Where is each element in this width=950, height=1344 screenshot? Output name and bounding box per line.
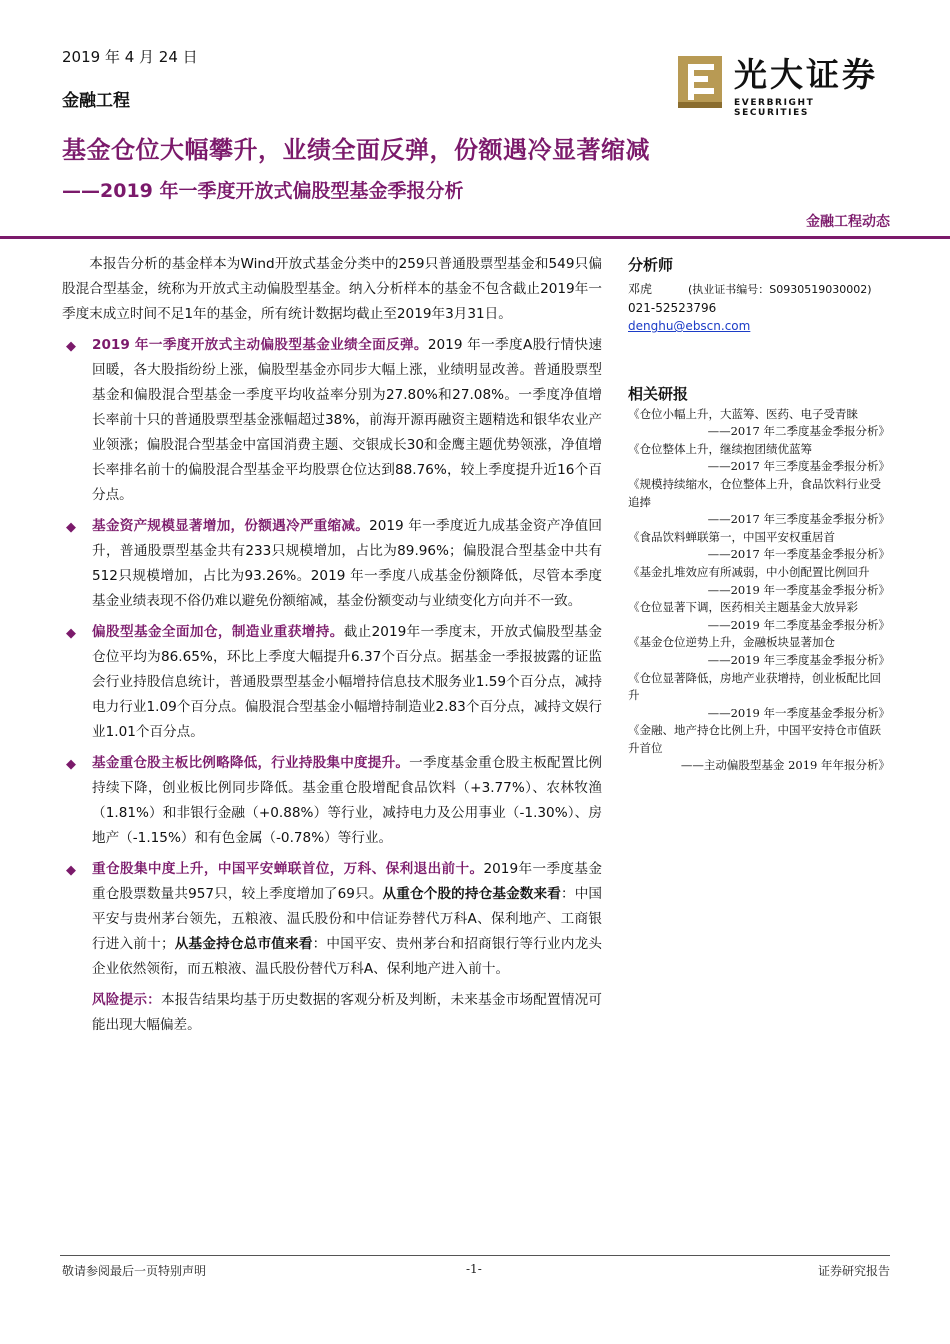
related-report-title: 《食品饮料蝉联第一，中国平安权重居首 <box>628 529 835 544</box>
page-number: -1- <box>466 1262 482 1276</box>
bullet-item <box>62 333 602 508</box>
bullet-body: 2019年一季度基金重仓股票数量共957只，较上季度增加了69只。 <box>92 861 602 902</box>
analyst-block <box>628 256 890 335</box>
logo-chinese-name: 光大证券 <box>734 55 878 94</box>
diamond-icon: ◆ <box>66 863 76 878</box>
related-report-item[interactable] <box>628 722 890 775</box>
bullet-body: 2019 年一季度A股行情快速回暖，各大股指纷纷上涨，偏股型基金亦同步大幅上涨，业绩明显改善。普通股票型基金和偏股混合型基金一季度平均收益率分别为27.80%和27.08%。一季度净值增长率前十只的普通股票型基金涨幅超过38%，前海开源再融资主题精选和银华农业产业领涨；偏股混合型基金中富国消费主题、交银成长30和金鹰主题优势领涨，净值增长率排名前十的偏股混合型基金平均股票仓位达到88.76%，较上季度提升近16个百分点。 <box>92 337 602 503</box>
intro-paragraph: 本报告分析的基金样本为Wind开放式基金分类中的259只普通股票型基金和549只偏股混合型基金，统称为开放式主动偏股型基金。纳入分析样本的基金不包含截止2019年一季度末成立时间不足1年的基金，所有统计数据均截止至2019年3月31日。 <box>62 256 602 322</box>
bullet-heading: 偏股型基金全面加仓，制造业重获增持。 <box>92 624 344 640</box>
related-report-item[interactable] <box>628 670 890 723</box>
related-report-item[interactable] <box>628 599 890 634</box>
related-report-item[interactable] <box>628 529 890 564</box>
bullet-emphasis: 从重仓个股的持仓基金数来看 <box>382 886 561 902</box>
bullet-item <box>62 514 602 614</box>
related-report-title: 《仓位小幅上升，大蓝筹、医药、电子受青睐 <box>628 406 858 421</box>
bullet-item <box>62 857 602 982</box>
bullet-emphasis: 从基金持仓总市值来看 <box>174 936 313 952</box>
report-title: 基金仓位大幅攀升，业绩全面反弹，份额遇冷显著缩减 <box>62 136 650 164</box>
analyst-heading: 分析师 <box>628 256 674 274</box>
everbright-logo-icon <box>678 56 722 108</box>
related-research-heading: 相关研报 <box>628 385 689 403</box>
bullet-body: 截止2019年一季度末，开放式偏股型基金仓位平均为86.65%，环比上季度大幅提升6.37个百分点。据基金一季报披露的证监会行业持股信息统计，普通股票型基金小幅增持信息技术服务业1.59个百分点，减持电力行业1.09个百分点。偏股混合型基金小幅增持制造业2.83个百分点，减持文娱行业1.01个百分点。 <box>92 624 602 740</box>
related-report-title: 《仓位显著下调，医药相关主题基金大放异彩 <box>628 600 858 615</box>
related-report-source: ——2019 年一季度基金季报分析》 <box>707 705 890 720</box>
report-date: 2019 年 4 月 24 日 <box>62 48 198 66</box>
bullet-body: 一季度基金重仓股主板配置比例持续下降，创业板比例同步降低。基金重仓股增配食品饮料（+3.77%）、农林牧渔（1.81%）和非银行金融（+0.88%）等行业，减持电力及公用事业（-1.30%）、房地产（-1.15%）和有色金属（-0.78%）等行业。 <box>92 755 603 846</box>
related-report-item[interactable] <box>628 634 890 669</box>
report-category: 金融工程 <box>62 91 130 111</box>
bullet-body: 2019 年一季度近九成基金资产净值回升，普通股票型基金共有233只规模增加，占比为89.96%；偏股混合型基金中共有512只规模增加，占比为93.26%。2019 年一季度八成基金份额降低，尽管本季度基金业绩表现不俗仍难以避免份额缩减，基金份额变动与业绩变化方向并不一致。 <box>92 518 602 609</box>
bullet-heading: 重仓股集中度上升，中国平安蝉联首位，万科、保利退出前十。 <box>92 861 484 877</box>
summary-column <box>62 252 602 1038</box>
diamond-icon: ◆ <box>66 626 76 641</box>
related-report-item[interactable] <box>628 406 890 441</box>
related-report-source: ——2019 年三季度基金季报分析》 <box>707 652 890 667</box>
related-report-source: ——2017 年三季度基金季报分析》 <box>707 512 890 527</box>
risk-body: 本报告结果均基于历史数据的客观分析及判断，未来基金市场配置情况可能出现大幅偏差。 <box>92 992 603 1033</box>
related-report-source: ——2017 年二季度基金季报分析》 <box>707 424 890 439</box>
bullet-body: ：中国平安与贵州茅台领先，五粮液、温氏股份和中信证券替代万科A、保利地产、工商银行进入前十； <box>92 886 603 952</box>
footer-divider <box>60 1255 890 1256</box>
header-divider <box>0 236 950 239</box>
footer-disclaimer-note: 敬请参阅最后一页特别声明 <box>62 1264 207 1278</box>
related-report-item[interactable] <box>628 441 890 476</box>
related-report-item[interactable] <box>628 476 890 529</box>
related-report-item[interactable] <box>628 564 890 599</box>
related-report-source: ——2017 年一季度基金季报分析》 <box>707 547 890 562</box>
related-report-source: ——主动偏股型基金 2019 年年报分析》 <box>680 758 890 773</box>
bullet-item <box>62 751 602 851</box>
bullet-heading: 基金资产规模显著增加，份额遇冷严重缩减。 <box>92 518 370 534</box>
bullet-heading: 2019 年一季度开放式主动偏股型基金业绩全面反弹。 <box>92 337 428 353</box>
logo-english-name: EVERBRIGHT SECURITIES <box>734 98 815 118</box>
risk-warning <box>62 988 602 1038</box>
footer-report-type: 证券研究报告 <box>817 1264 890 1278</box>
bullet-item <box>62 620 602 745</box>
related-report-title: 《基金扎堆效应有所减弱，中小创配置比例回升 <box>628 564 870 579</box>
report-type-tag: 金融工程动态 <box>806 214 890 230</box>
related-report-source: ——2019 年二季度基金季报分析》 <box>707 617 890 632</box>
company-logo <box>678 55 888 118</box>
related-report-title: 《仓位整体上升，继续抱团绩优蓝筹 <box>628 441 812 456</box>
diamond-icon: ◆ <box>66 339 76 354</box>
bullet-heading: 基金重仓股主板比例略降低，行业持股集中度提升。 <box>92 755 410 771</box>
related-report-source: ——2019 年一季度基金季报分析》 <box>707 582 890 597</box>
related-report-source: ——2017 年三季度基金季报分析》 <box>707 459 890 474</box>
analyst-name: 邓虎 <box>628 282 653 296</box>
diamond-icon: ◆ <box>66 520 76 535</box>
related-report-title: 《基金仓位逆势上升，金融板块显著加仓 <box>628 635 835 650</box>
related-research <box>628 386 890 775</box>
related-report-title: 《规模持续缩水，仓位整体上升，食品饮料行业受追捧 <box>628 476 881 509</box>
risk-heading: 风险提示： <box>92 992 161 1008</box>
report-subtitle: ——2019 年一季度开放式偏股型基金季报分析 <box>62 180 464 202</box>
related-report-title: 《金融、地产持仓比例上升，中国平安持仓市值跃升首位 <box>628 723 881 755</box>
diamond-icon: ◆ <box>66 757 76 772</box>
bullet-body: ：中国平安、贵州茅台和招商银行等行业内龙头企业依然领衔，而五粮液、温氏股份替代万科A、保利地产进入前十。 <box>92 936 603 977</box>
analyst-email-link[interactable]: denghu@ebscn.com <box>628 319 751 333</box>
related-report-title: 《仓位显著降低，房地产业获增持，创业板配比回升 <box>628 670 881 703</box>
analyst-phone: 021-52523796 <box>628 301 717 315</box>
analyst-certificate: (执业证书编号：S0930519030002) <box>688 283 872 296</box>
